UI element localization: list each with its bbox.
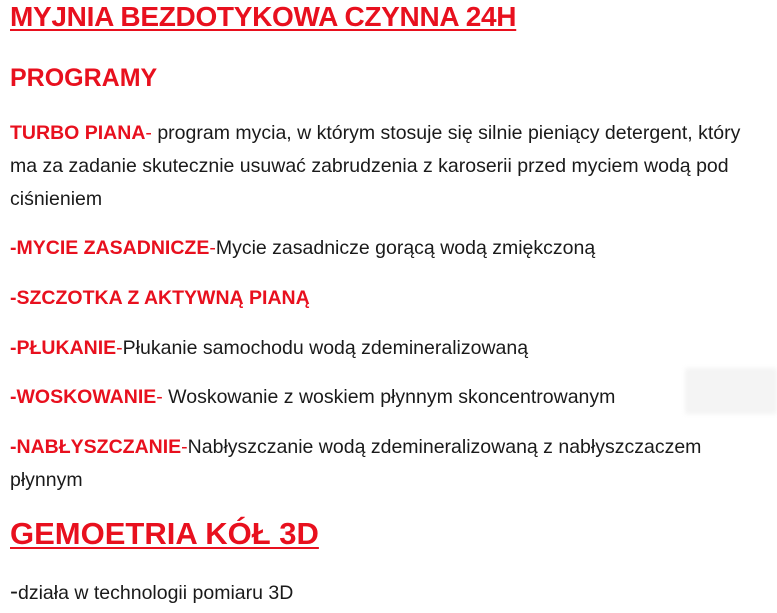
geometry-dash: - bbox=[10, 578, 18, 605]
section-title-geometry: GEMOETRIA KÓŁ 3D bbox=[10, 516, 319, 551]
program-separator: - bbox=[181, 436, 188, 458]
program-woskowanie bbox=[10, 381, 770, 414]
program-mycie-zasadnicze bbox=[10, 232, 770, 265]
program-description: Mycie zasadnicze gorącą wodą zmiękczoną bbox=[215, 237, 596, 259]
program-turbo-piana bbox=[10, 117, 770, 216]
program-prefix: - bbox=[10, 237, 17, 259]
program-name: TURBO PIANA bbox=[10, 122, 146, 144]
section-subtitle-programs: PROGRAMY bbox=[10, 64, 158, 92]
program-separator: - bbox=[209, 237, 216, 259]
program-name: WOSKOWANIE bbox=[16, 386, 157, 408]
program-plukanie bbox=[10, 332, 770, 365]
program-name: SZCZOTKA Z AKTYWNĄ PIANĄ bbox=[16, 287, 310, 309]
program-description: program mycia, w którym stosuje się silnie pieniący detergent, który ma za zadanie skutecznie usuwać zabrudzenia z karoserii przed myciem wodą pod ciśnieniem bbox=[10, 122, 741, 210]
program-name: PŁUKANIE bbox=[16, 337, 117, 359]
program-separator: - bbox=[145, 122, 152, 144]
page-title: MYJNIA BEZDOTYKOWA CZYNNA 24H bbox=[10, 1, 517, 32]
program-prefix: - bbox=[10, 386, 17, 408]
geometry-text: działa w technologii pomiaru 3D bbox=[18, 582, 294, 604]
program-prefix: - bbox=[10, 287, 17, 309]
program-prefix: - bbox=[10, 337, 17, 359]
program-szczotka bbox=[10, 282, 770, 315]
geometry-description bbox=[10, 575, 770, 610]
program-name: NABŁYSZCZANIE bbox=[16, 436, 182, 458]
program-description: Płukanie samochodu wodą zdemineralizowaną bbox=[122, 337, 529, 359]
program-nablyszczanie bbox=[10, 431, 770, 497]
program-prefix: - bbox=[10, 436, 17, 458]
program-description: Nabłyszczanie wodą zdemineralizowaną z nabłyszczaczem płynnym bbox=[10, 436, 702, 491]
program-description: Woskowanie z woskiem płynnym skoncentrowanym bbox=[162, 386, 616, 408]
program-separator: - bbox=[116, 337, 123, 359]
program-separator: - bbox=[156, 386, 163, 408]
program-name: MYCIE ZASADNICZE bbox=[16, 237, 210, 259]
